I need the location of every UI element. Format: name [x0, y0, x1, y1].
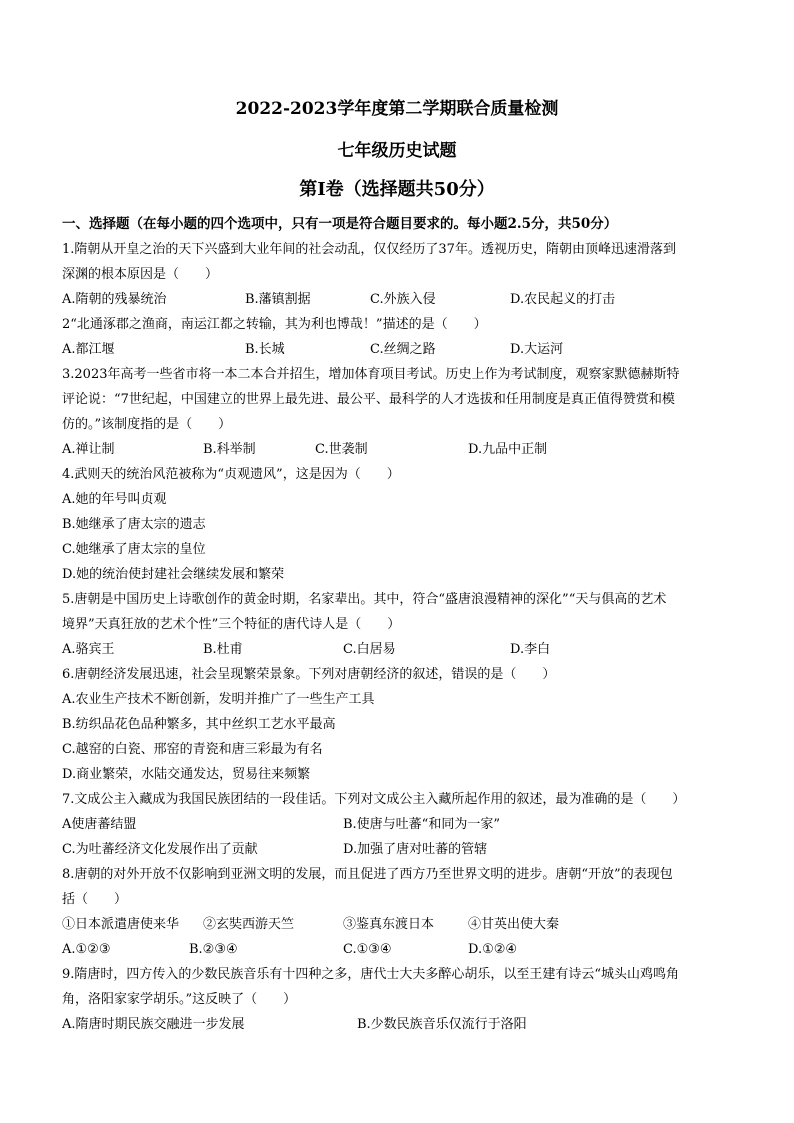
question-5-option-c: C.白居易: [343, 642, 396, 657]
question-9-stem: 9.隋唐时，四方传入的少数民族音乐有十四种之多，唐代士大夫多醉心胡乐，以至王建有诗云“城头山鸡鸣角: [62, 967, 680, 982]
question-1-option-c: C.外族入侵: [370, 292, 436, 307]
question-1-stem: 深渊的根本原因是（ ）: [62, 267, 219, 282]
question-1-option-b: B.藩镇割据: [245, 292, 311, 307]
question-7-option-b: B.使唐与吐蕃“和同为一家”: [343, 817, 500, 832]
question-2-option-b: B.长城: [245, 342, 285, 357]
question-9-option-b: B.少数民族音乐仅流行于洛阳: [357, 1017, 527, 1032]
question-5-stem: 5.唐朝是中国历史上诗歌创作的黄金时期，名家辈出。其中，符合“盛唐浪漫精神的深化”“天与俱高的艺术: [62, 592, 667, 607]
question-7-option-a: A使唐蕃结盟: [62, 817, 137, 832]
section-heading: 一、选择题（在每小题的四个选项中，只有一项是符合题目要求的。每小题2.5分，共50分）: [62, 216, 618, 232]
question-5-option-d: D.李白: [510, 642, 551, 657]
question-3-stem: 3.2023年高考一些省市将一本二本合并招生，增加体育项目考试。历史上作为考试制度，观察家默德赫斯特: [62, 367, 680, 382]
question-2-option-a: A.都江堰: [62, 342, 115, 357]
question-1-option-d: D.农民起义的打击: [510, 292, 616, 307]
question-9-stem: 角，洛阳家家学胡乐。”这反映了（ ）: [62, 992, 297, 1007]
question-3-option-d: D.九品中正制: [468, 442, 548, 457]
question-8-option-d: D.①②④: [468, 942, 518, 957]
question-8-stem: 括（ ）: [62, 892, 128, 907]
question-8-option-c: C.①③④: [343, 942, 392, 957]
question-3-option-c: C.世袭制: [315, 442, 368, 457]
question-2-option-d: D.大运河: [510, 342, 564, 357]
exam-subtitle: 七年级历史试题: [337, 141, 457, 161]
question-1-option-a: A.隋朝的残暴统治: [62, 292, 167, 307]
question-6-option-c: C.越窑的白瓷、邢窑的青瓷和唐三彩最为有名: [62, 742, 323, 757]
question-8-stem: 8.唐朝的对外开放不仅影响到亚洲文明的发展，而且促进了西方乃至世界文明的进步。唐朝“开放”的表现包: [62, 867, 673, 882]
question-4-option-d: D.她的统治使封建社会继续发展和繁荣: [62, 567, 285, 582]
question-6-stem: 6.唐朝经济发展迅速，社会呈现繁荣景象。下列对唐朝经济的叙述，错误的是（ ）: [62, 667, 556, 682]
question-5-stem: 境界”天真狂放的艺术个性”三个特征的唐代诗人是（ ）: [62, 617, 401, 632]
exam-title: 2022-2023学年度第二学期联合质量检测: [235, 99, 559, 119]
question-7-option-c: C.为吐蕃经济文化发展作出了贡献: [62, 842, 258, 857]
question-2-stem: 2“北通涿郡之渔商，南运江都之转输，其为利也博哉！”描述的是（ ）: [62, 317, 487, 332]
question-8-item-2: ②玄奘西游天竺: [203, 917, 295, 932]
question-1-stem: 1.隋朝从开皇之治的天下兴盛到大业年间的社会动乱，仅仅经历了37年。透视历史，隋朝由顶峰迅速滑落到: [62, 242, 676, 257]
question-9-option-a: A.隋唐时期民族交融进一步发展: [62, 1017, 245, 1032]
question-5-option-b: B.杜甫: [203, 642, 243, 657]
question-6-option-a: A.农业生产技术不断创新，发明并推广了一些生产工具: [62, 692, 375, 707]
question-3-option-b: B.科举制: [203, 442, 256, 457]
question-3-option-a: A.禅让制: [62, 442, 115, 457]
question-7-stem: 7.文成公主入藏成为我国民族团结的一段佳话。下列对文成公主入藏所起作用的叙述，最为准确的是（ ）: [62, 792, 686, 807]
question-6-option-b: B.纺织品花色品种繁多，其中丝织工艺水平最高: [62, 717, 336, 732]
question-7-option-d: D.加强了唐对吐蕃的管辖: [343, 842, 488, 857]
question-4-stem: 4.武则天的统治风范被称为“贞观遗风”，这是因为（ ）: [62, 467, 400, 482]
question-8-item-3: ③鉴真东渡日本: [343, 917, 435, 932]
question-4-option-c: C.她继承了唐太宗的皇位: [62, 542, 206, 557]
question-6-option-d: D.商业繁荣，水陆交通发达，贸易往来频繁: [62, 767, 311, 782]
part-title: 第Ⅰ卷（选择题共50分）: [299, 179, 495, 200]
question-5-option-a: A.骆宾王: [62, 642, 115, 657]
question-8-item-4: ④甘英出使大秦: [468, 917, 560, 932]
question-3-stem: 评论说：“7世纪起，中国建立的世界上最先进、最公平、最科学的人才选拔和任用制度是真正值得赞赏和模: [62, 392, 675, 407]
question-4-option-b: B.她继承了唐太宗的遗志: [62, 517, 206, 532]
question-8-option-a: A.①②③: [62, 942, 111, 957]
question-3-stem: 仿的。”该制度指的是（ ）: [62, 417, 232, 432]
question-2-option-c: C.丝绸之路: [370, 342, 436, 357]
question-8-item-1: ①日本派遣唐使来华: [62, 917, 180, 932]
question-4-option-a: A.她的年号叫贞观: [62, 492, 167, 507]
question-8-option-b: B.②③④: [189, 942, 238, 957]
